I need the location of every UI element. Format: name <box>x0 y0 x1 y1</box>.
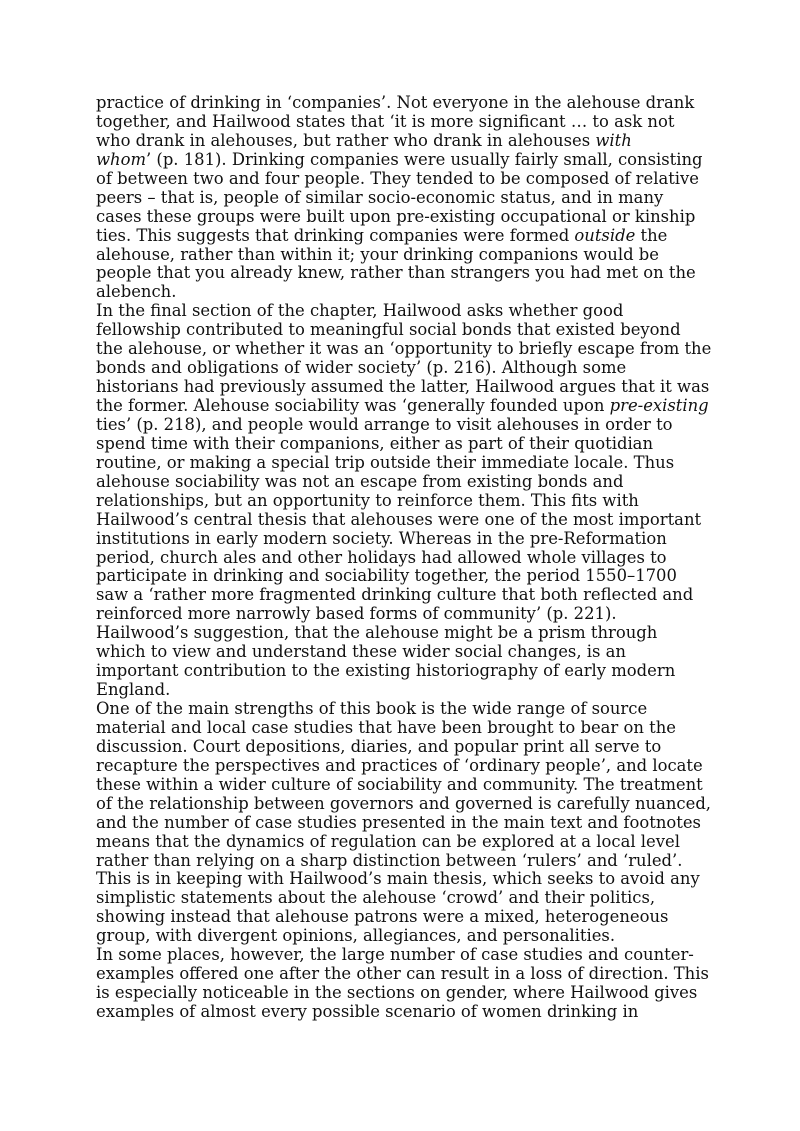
text-line <box>96 246 708 265</box>
text-line <box>96 492 708 511</box>
text-line <box>96 151 708 170</box>
text-run: together, and Hailwood states that ‘it is more significant … to ask not <box>96 111 675 131</box>
text-line <box>96 852 708 871</box>
text-line <box>96 227 708 246</box>
text-run: is especially noticeable in the sections on gender, where Hailwood gives <box>96 983 698 1003</box>
text-line <box>96 283 708 302</box>
text-run: simplistic statements about the alehouse ‘crowd’ and their politics, <box>96 888 656 908</box>
text-line <box>96 397 708 416</box>
text-line <box>96 700 708 719</box>
italic-text-run: with <box>595 130 632 150</box>
text-line <box>96 530 708 549</box>
document-page <box>96 93 712 1022</box>
text-run: examples offered one after the other can result in a loss of direction. This <box>96 964 709 984</box>
text-line <box>96 567 708 586</box>
text-run: examples of almost every possible scenario of women drinking in <box>96 1002 639 1021</box>
text-run: of between two and four people. They tended to be composed of relative <box>96 168 700 188</box>
text-line <box>96 681 708 700</box>
text-line <box>96 662 708 681</box>
text-line <box>96 208 708 227</box>
text-line <box>96 586 708 605</box>
text-run: reinforced more narrowly based forms of community’ (p. 221). <box>96 604 617 624</box>
text-run: discussion. Court depositions, diaries, and popular print all serve to <box>96 736 662 756</box>
text-run: people that you already knew, rather than strangers you had met on the <box>96 263 696 283</box>
text-line <box>96 511 708 530</box>
text-run: means that the dynamics of regulation can be explored at a local level <box>96 831 680 851</box>
text-run: In the final section of the chapter, Hailwood asks whether good <box>96 301 624 321</box>
text-line <box>96 643 708 662</box>
text-line <box>96 719 708 738</box>
text-run: This is in keeping with Hailwood’s main thesis, which seeks to avoid any <box>96 869 700 889</box>
text-run: bonds and obligations of wider society’ (p. 216). Although some <box>96 358 627 378</box>
text-run: alehouse sociability was not an escape from existing bonds and <box>96 471 624 491</box>
text-run: cases these groups were built upon pre-existing occupational or kinship <box>96 206 696 226</box>
text-line <box>96 1003 708 1022</box>
text-run: Hailwood’s suggestion, that the alehouse might be a prism through <box>96 623 658 643</box>
text-line <box>96 94 708 113</box>
text-run: showing instead that alehouse patrons were a mixed, heterogeneous <box>96 907 669 927</box>
text-line <box>96 132 708 151</box>
text-run: routine, or making a special trip outside their immediate locale. Thus <box>96 452 675 472</box>
text-run: the <box>635 225 668 245</box>
text-line <box>96 889 708 908</box>
text-line <box>96 264 708 283</box>
text-line <box>96 189 708 208</box>
text-line <box>96 776 708 795</box>
text-line <box>96 170 708 189</box>
text-run: historians had previously assumed the latter, Hailwood argues that it was <box>96 377 710 397</box>
text-line <box>96 757 708 776</box>
text-run: important contribution to the existing historiography of early modern <box>96 661 676 681</box>
text-run: recapture the perspectives and practices of ‘ordinary people’, and locate <box>96 755 703 775</box>
text-line <box>96 946 708 965</box>
text-run: rather than relying on a sharp distinction between ‘rulers’ and ‘ruled’. <box>96 850 683 870</box>
text-run: England. <box>96 680 171 700</box>
text-run: of the relationship between governors and governed is carefully nuanced, <box>96 793 712 813</box>
text-run: participate in drinking and sociability together, the period 1550–1700 <box>96 566 677 586</box>
text-line <box>96 549 708 568</box>
italic-text-run: whom <box>96 149 146 169</box>
text-run: period, church ales and other holidays had allowed whole villages to <box>96 547 667 567</box>
text-run: One of the main strengths of this book is the wide range of source <box>96 699 648 718</box>
text-line <box>96 833 708 852</box>
text-run: ties. This suggests that drinking companies were formed <box>96 225 575 245</box>
italic-text-run: outside <box>574 225 636 245</box>
text-line <box>96 738 708 757</box>
text-run: In some places, however, the large number of case studies and counter- <box>96 945 694 965</box>
text-line <box>96 984 708 1003</box>
text-line <box>96 454 708 473</box>
text-line <box>96 416 708 435</box>
text-line <box>96 302 708 321</box>
text-line <box>96 908 708 927</box>
text-line <box>96 378 708 397</box>
text-line <box>96 473 708 492</box>
text-run: fellowship contributed to meaningful social bonds that existed beyond <box>96 320 681 340</box>
text-run: institutions in early modern society. Whereas in the pre-Reformation <box>96 528 667 548</box>
text-line <box>96 927 708 946</box>
text-run: and the number of case studies presented in the main text and footnotes <box>96 812 701 832</box>
text-run: the former. Alehouse sociability was ‘generally founded upon <box>96 396 610 415</box>
text-run: alebench. <box>96 282 177 302</box>
text-line <box>96 113 708 132</box>
text-line <box>96 965 708 984</box>
text-run: Hailwood’s central thesis that alehouses were one of the most important <box>96 509 702 529</box>
text-run: alehouse, rather than within it; your drinking companions would be <box>96 244 659 264</box>
text-line <box>96 814 708 833</box>
text-line <box>96 793 712 814</box>
text-run: saw a ‘rather more fragmented drinking culture that both reflected and <box>96 585 694 605</box>
text-run: relationships, but an opportunity to reinforce them. This fits with <box>96 490 639 510</box>
text-run: peers – that is, people of similar socio-economic status, and in many <box>96 187 664 207</box>
text-line <box>96 605 708 624</box>
text-run: who drank in alehouses, but rather who drank in alehouses <box>96 130 596 150</box>
text-run: these within a wider culture of sociability and community. The treatment <box>96 774 703 794</box>
text-line <box>96 359 708 378</box>
text-line <box>96 435 708 454</box>
text-run: material and local case studies that have been brought to bear on the <box>96 717 676 737</box>
text-run: the alehouse, or whether it was an ‘opportunity to briefly escape from the <box>96 339 712 359</box>
italic-text-run: pre-existing <box>609 396 709 415</box>
text-line <box>96 870 708 889</box>
text-run: practice of drinking in ‘companies’. Not everyone in the alehouse drank <box>96 93 695 112</box>
text-line <box>96 321 708 340</box>
text-line <box>96 339 712 359</box>
text-run: spend time with their companions, either as part of their quotidian <box>96 433 654 453</box>
text-run: ties’ (p. 218), and people would arrange to visit alehouses in order to <box>96 414 673 434</box>
text-line <box>96 624 708 643</box>
text-run: ’ (p. 181). Drinking companies were usually fairly small, consisting <box>146 149 703 169</box>
text-run: which to view and understand these wider social changes, is an <box>96 642 626 662</box>
text-run: group, with divergent opinions, allegiances, and personalities. <box>96 926 616 946</box>
